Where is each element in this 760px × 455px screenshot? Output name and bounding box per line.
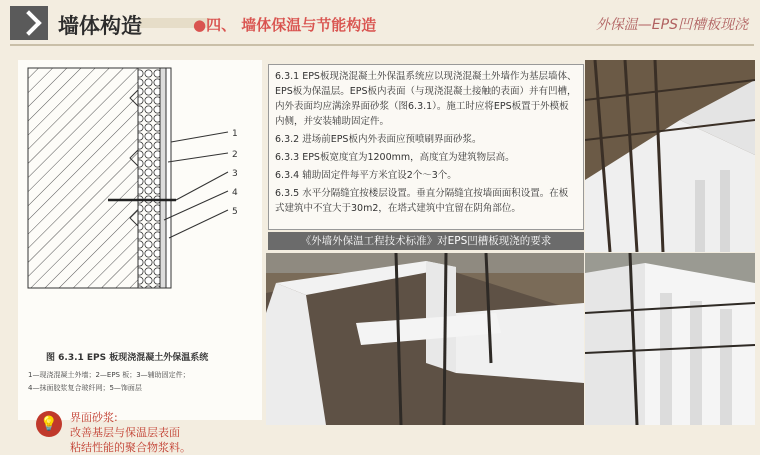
- leader-line-1: [171, 132, 228, 142]
- note-line: 改善基层与保温层表面: [70, 426, 180, 439]
- clauses-box: [268, 64, 584, 230]
- leader-line-3: [176, 172, 228, 200]
- concrete-wall: [28, 68, 138, 288]
- page-title: 墙体构造: [58, 14, 142, 38]
- figure-caption: 图 6.3.1 EPS 板现浇混凝土外保温系统: [46, 353, 209, 363]
- standard-caption: 《外墙外保温工程技术标准》对EPS凹槽板现浇的要求: [268, 232, 584, 250]
- leader-line-2: [168, 153, 228, 162]
- figure-panel: [18, 60, 262, 454]
- note-line: 粘结性能的聚合物浆料。: [70, 441, 191, 454]
- clause-6-3-1: 6.3.1 EPS板现浇混凝土外保温系统应以现浇混凝土外墙作为基层墙体、EPS板为保温层。EPS板内表面（与现浇混凝土接触的表面）并有凹槽，内外表面均应满涂界面砂浆（图6.3.1）。施工时应将EPS板置于外模板内侧，并安装辅助固定件。: [275, 71, 577, 127]
- clause-6-3-5: 6.3.5 水平分隔缝宜按楼层设置。垂直分隔缝宜按墙面面积设置。在板式建筑中不宜大于30m2，在塔式建筑中宜留在阴角部位。: [275, 188, 569, 214]
- legend-line: 1—现浇混凝土外墙；2—EPS 板；3—辅助固定件；: [28, 371, 190, 379]
- label-1: 1: [232, 129, 238, 139]
- lightbulb-icon: 💡: [36, 411, 62, 437]
- chevron-left-icon[interactable]: [10, 6, 48, 40]
- mortar-layer: [160, 68, 166, 288]
- wall-section-diagram: [18, 60, 262, 345]
- label-5: 5: [232, 207, 238, 217]
- section-heading: ●四、 墙体保温与节能构造: [193, 16, 377, 34]
- header: [0, 0, 760, 46]
- leader-line-4: [164, 191, 228, 220]
- label-2: 2: [232, 150, 238, 160]
- label-3: 3: [232, 169, 238, 179]
- clause-6-3-3: 6.3.3 EPS板宽度宜为1200mm，高度宜为建筑物层高。: [275, 152, 515, 163]
- note-title: 界面砂浆:: [70, 411, 118, 424]
- legend-line: 4—抹面胶浆复合玻纤网；5—饰面层: [28, 384, 142, 392]
- photo-eps-board-closeup: [585, 253, 755, 425]
- clause-6-3-2: 6.3.2 进场前EPS板内外表面应预喷刷界面砂浆。: [275, 134, 482, 145]
- figure-legend: [28, 369, 190, 395]
- eps-board: [138, 68, 160, 288]
- photo-eps-wall-corner: [585, 60, 755, 252]
- label-4: 4: [232, 188, 238, 198]
- finish-layer: [166, 68, 171, 288]
- header-divider: [10, 44, 754, 46]
- page-subtitle: 外保温—EPS凹槽板现浇: [595, 17, 748, 33]
- clause-6-3-4: 6.3.4 辅助固定件每平方米宜设2个～3个。: [275, 170, 457, 181]
- photo-eps-forms-site: [266, 253, 584, 425]
